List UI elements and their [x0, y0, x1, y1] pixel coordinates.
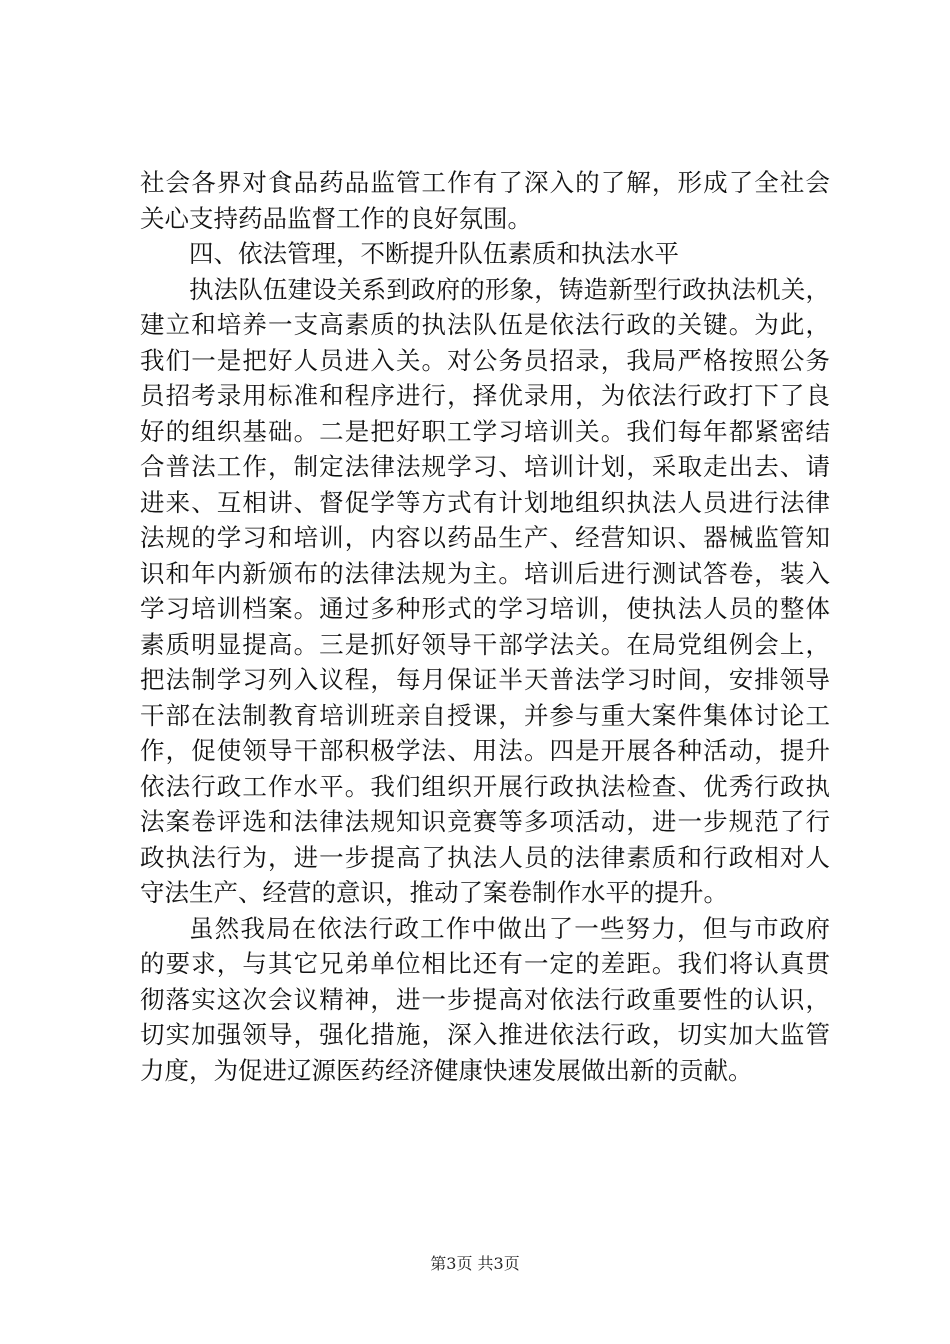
- text-line: 合普法工作，制定法律法规学习、培训计划，采取走出去、请: [140, 452, 830, 481]
- section-heading: 四、依法管理，不断提升队伍素质和执法水平: [189, 239, 679, 268]
- text-line: 执法队伍建设关系到政府的形象，铸造新型行政执法机关，: [189, 274, 830, 304]
- text-line: 识和年内新颁布的法律法规为主。培训后进行测试答卷，装入: [140, 558, 830, 588]
- text-line: 法规的学习和培训，内容以药品生产、经营知识、器械监管知: [140, 523, 830, 552]
- page-number: 第3页 共3页: [430, 1254, 520, 1273]
- page-footer: [0, 1253, 950, 1275]
- text-line: 依法行政工作水平。我们组织开展行政执法检查、优秀行政执: [140, 771, 830, 801]
- text-line: 关心支持药品监督工作的良好氛围。: [140, 203, 532, 233]
- text-line: 建立和培养一支高素质的执法队伍是依法行政的关键。为此，: [140, 310, 830, 339]
- text-line: 社会各界对食品药品监管工作有了深入的了解，形成了全社会: [140, 168, 830, 197]
- text-line: 素质明显提高。三是抓好领导干部学法关。在局党组例会上，: [140, 629, 830, 659]
- text-line: 切实加强领导，强化措施，深入推进依法行政，切实加大监管: [140, 1020, 830, 1049]
- text-line: 法案卷评选和法律法规知识竞赛等多项活动，进一步规范了行: [140, 807, 830, 836]
- text-line: 进来、互相讲、督促学等方式有计划地组织执法人员进行法律: [140, 487, 830, 517]
- text-line: 的要求，与其它兄弟单位相比还有一定的差距。我们将认真贯: [140, 949, 830, 978]
- document-body: [140, 165, 830, 1088]
- text-line: 政执法行为，进一步提高了执法人员的法律素质和行政相对人: [140, 842, 830, 872]
- text-line: 我们一是把好人员进入关。对公务员招录，我局严格按照公务: [140, 345, 830, 375]
- text-line: 彻落实这次会议精神，进一步提高对依法行政重要性的认识，: [140, 984, 830, 1014]
- text-line: 干部在法制教育培训班亲自授课，并参与重大案件集体讨论工: [140, 700, 830, 730]
- text-line: 虽然我局在依法行政工作中做出了一些努力，但与市政府: [189, 913, 830, 943]
- text-line: 力度，为促进辽源医药经济健康快速发展做出新的贡献。: [140, 1055, 753, 1085]
- text-line: 好的组织基础。二是把好职工学习培训关。我们每年都紧密结: [140, 416, 830, 446]
- text-line: 把法制学习列入议程，每月保证半天普法学习时间，安排领导: [140, 665, 830, 694]
- text-line: 守法生产、经营的意识，推动了案卷制作水平的提升。: [140, 878, 728, 907]
- text-line: 作，促使领导干部积极学法、用法。四是开展各种活动，提升: [140, 736, 830, 765]
- text-line: 学习培训档案。通过多种形式的学习培训，使执法人员的整体: [140, 594, 830, 623]
- text-line: 员招考录用标准和程序进行，择优录用，为依法行政打下了良: [140, 381, 830, 410]
